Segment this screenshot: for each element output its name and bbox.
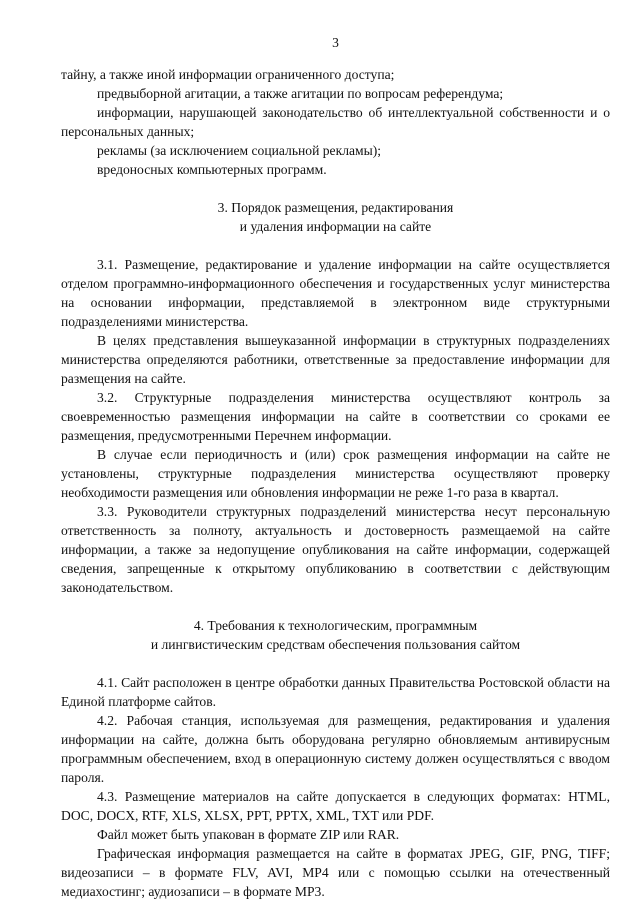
intro-paragraph-3: информации, нарушающей законодательство об интеллектуальной собственности и о персональных данных; — [61, 105, 610, 139]
section-4-paragraph-3: 4.3. Размещение материалов на сайте допускается в следующих форматах: HTML, DOC, DOCX, RTF, XLS, XLSX, PPT, PPTX, XML, TXT или PDF. — [61, 789, 610, 823]
page-number: 3 — [332, 35, 339, 50]
section-3-paragraph-1: 3.1. Размещение, редактирование и удаление информации на сайте осуществляется отделом программно-информационного обеспечения и государственных услуг министерства на основании информации, представляемой в электронном виде структурными подразделениями министерства. — [61, 257, 610, 329]
section-4-paragraph-1: 4.1. Сайт расположен в центре обработки данных Правительства Ростовской области на Единой платформе сайтов. — [61, 675, 610, 709]
section-4-heading-line-1: 4. Требования к технологическим, программным — [193, 618, 478, 633]
intro-paragraph-4: рекламы (за исключением социальной рекламы); — [97, 143, 382, 158]
section-3-paragraph-3: 3.2. Структурные подразделения министерства осуществляют контроль за своевременностью размещения информации на сайте в соответствии со сроками ее размещения, предусмотренными Перечнем информации. — [61, 390, 610, 443]
section-4-paragraph-2: 4.2. Рабочая станция, используемая для размещения, редактирования и удаления информации на сайте, должна быть оборудована регулярно обновляемым антивирусным программным обеспечением, вход в операционную систему должен осуществляться с вводом пароля. — [61, 713, 610, 785]
section-3-heading-line-2: и удаления информации на сайте — [239, 219, 432, 234]
section-3-paragraph-2: В целях представления вышеуказанной информации в структурных подразделениях министерства определяются работники, ответственные за предоставление информации для размещения на сайте. — [61, 333, 610, 386]
section-3-paragraph-4: В случае если периодичность и (или) срок размещения информации на сайте не установлены, структурные подразделения министерства осуществляют проверку необходимости размещения или обновления информации не реже 1-го раза в квартал. — [61, 447, 610, 500]
section-4-paragraph-4: Файл может быть упакован в формате ZIP или RAR. — [97, 827, 400, 842]
section-4-heading-line-2: и лингвистическим средствам обеспечения пользования сайтом — [150, 637, 521, 652]
intro-paragraph-2: предвыборной агитации, а также агитации по вопросам референдума; — [97, 86, 504, 101]
section-3-heading-line-1: 3. Порядок размещения, редактирования — [217, 200, 454, 215]
section-4-paragraph-5: Графическая информация размещается на сайте в форматах JPEG, GIF, PNG, TIFF; видеозаписи – в формате FLV, AVI, MP4 или с помощью ссылки на отечественный медиахостинг; аудиозаписи – в формате MP3. — [61, 846, 610, 899]
section-3-paragraph-5: 3.3. Руководители структурных подразделений министерства несут персональную ответственность за полноту, актуальность и достоверность размещаемой на сайте информации, а также за недопущение опубликования на сайте информации, содержащей сведения, запрещенные к открытому опубликованию в соответствии с действующим законодательством. — [61, 504, 610, 595]
intro-paragraph-5: вредоносных компьютерных программ. — [97, 162, 327, 177]
document-page — [61, 33, 610, 901]
intro-paragraph-1: тайну, а также иной информации ограниченного доступа; — [61, 67, 395, 82]
